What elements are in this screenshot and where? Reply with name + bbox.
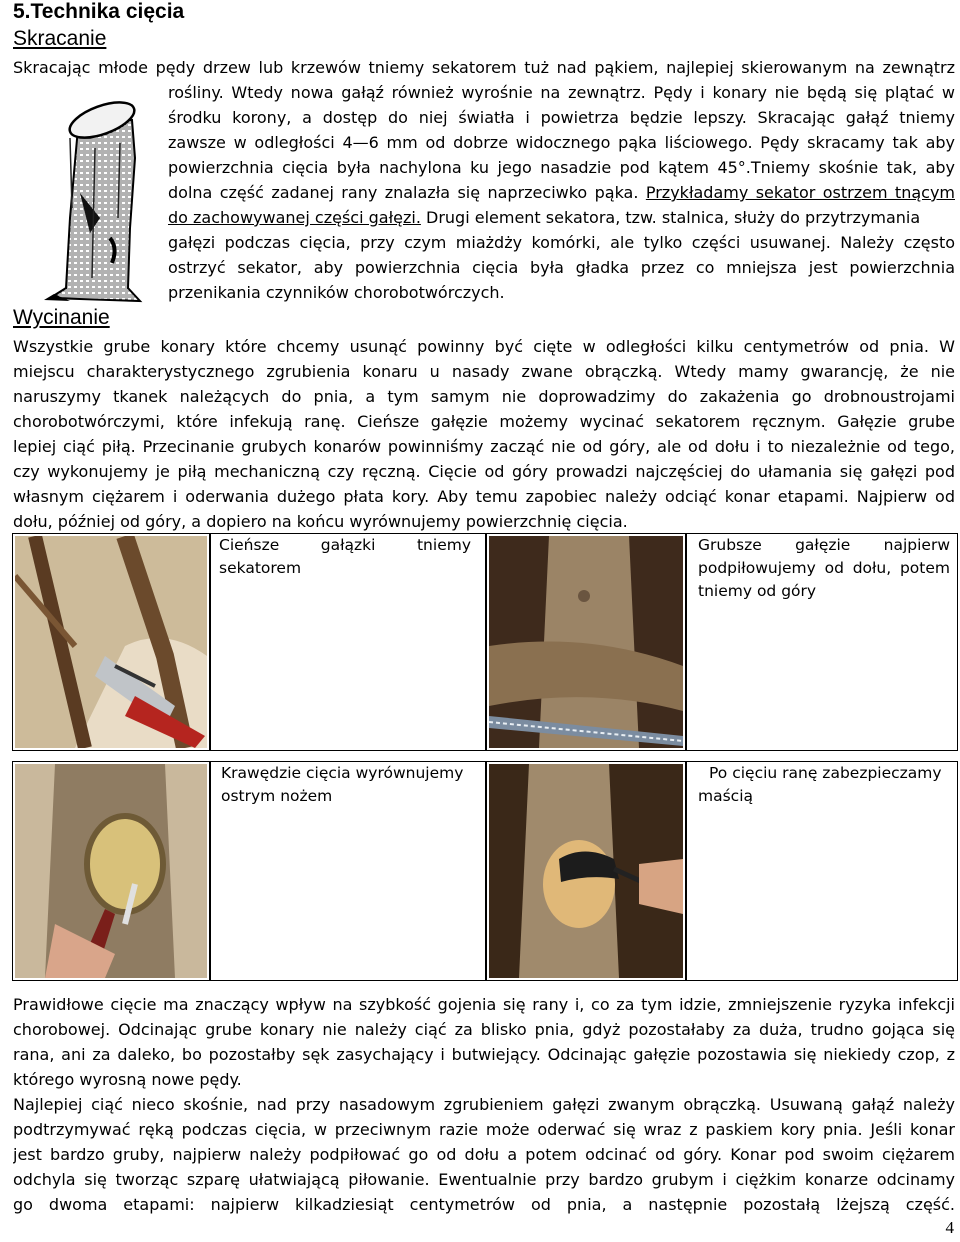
caption-2-line-2: podpiłowujemy od dołu, potem: [698, 559, 950, 577]
skracanie-line-1: Skracając młode pędy drzew lub krzewów tniemy sekatorem tuż nad pąkiem, najlepiej skierowanym na zewnątrz: [13, 58, 955, 77]
skracanie-line-9: ostrzyć sekator, aby powierzchnia cięcia była gładka przez co mniejsza jest powierzchnia: [168, 258, 955, 277]
caption-1-line-2: sekatorem: [219, 559, 302, 577]
pruning-shears-photo: [15, 536, 207, 748]
caption-3-line-1: Krawędzie cięcia wyrównujemy: [221, 764, 464, 782]
wound-ointment-photo: [489, 764, 683, 978]
page-number: 4: [945, 1218, 954, 1237]
caption-4-line-1: Po cięciu ranę zabezpieczamy: [709, 764, 942, 782]
caption-cell-2: [686, 533, 958, 751]
closing-line-9: go dwoma etapami: najpierw kilkadziesiąt centymetrów od pnia, a następnie pozostałą lżejszą część.: [13, 1195, 955, 1214]
skracanie-line-10: przenikania czynników chorobotwórczych.: [168, 283, 505, 302]
wycinanie-line-7: własnym ciężarem i oderwania dużego płata kory. Aby temu zapobiec należy odciąć konar etapami. Najpierw od: [13, 487, 955, 506]
photo-cell-4: [486, 761, 686, 981]
closing-line-4: którego wyrosną nowe pędy.: [13, 1070, 242, 1089]
wycinanie-line-4: chorobotwórczymi, które infekują ranę. Cieńsze gałęzie możemy wycinać sekatorem ręcznym. Gałęzie grube: [13, 412, 955, 431]
caption-cell-1: [210, 533, 486, 751]
photo-cell-2: [486, 533, 686, 751]
heading-skracanie: Skracanie: [13, 27, 107, 50]
wycinanie-line-2: miejscu charakterystycznego zgrubienia konaru u nasady zwane obrączką. Wtedy mamy gwarancję, że nie: [13, 362, 955, 381]
skracanie-line-2: rośliny. Wtedy nowa gałąź również wyrośnie na zewnątrz. Pędy i konary nie będą się plątać w: [168, 83, 955, 102]
caption-4-line-2: maścią: [698, 787, 753, 805]
closing-line-7: jest bardzo gruby, najpierw należy podpiłować go od dołu a potem odcinać od góry. Konar pod swoim ciężarem: [13, 1145, 955, 1164]
closing-line-6: podtrzymywać ręką podczas cięcia, w przeciwnym razie może oderwać się wraz z paskiem kory pnia. Jeśli konar: [13, 1120, 955, 1139]
skracanie-line-3: środku korony, a dostęp do niej światła i powietrza będzie lepszy. Skracając gałąź tniemy: [168, 108, 955, 127]
wycinanie-line-5: lepiej ciąć piłą. Przecinanie grubych konarów powinniśmy zacząć nie od góry, ale od dołu i to niezależnie od tego,: [13, 437, 955, 456]
section-title: 5.Technika cięcia: [13, 0, 185, 23]
closing-line-8: odchyla się tworząc szparę ułatwiającą piłowanie. Ewentualnie przy bardzo grubym i ciężkim konarze odcinamy: [13, 1170, 955, 1189]
saw-branch-photo: [489, 536, 683, 748]
skracanie-line-5: powierzchnia cięcia była nachylona ku jego nasadzie pod kątem 45°.Tniemy skośnie tak, aby: [168, 158, 955, 177]
heading-wycinanie: Wycinanie: [13, 306, 110, 329]
skracanie-underlined-2: do zachowywanej części gałęzi.: [168, 208, 421, 227]
skracanie-line-7-text: Drugi element sekatora, tzw. stalnica, służy do przytrzymania: [420, 208, 921, 227]
caption-cell-3: [210, 761, 486, 981]
knife-edge-photo: [15, 764, 207, 978]
branch-cut-illustration: [40, 98, 152, 303]
skracanie-underlined-1: Przykładamy sekator ostrzem tnącym: [645, 183, 955, 202]
caption-2-line-1: Grubsze gałęzie najpierw: [698, 536, 950, 554]
closing-line-3: rana, ani za daleko, bo pozostałby sęk zasychający i butwiejący. Odcinając gałęzie pozostawia się niekiedy czop, z: [13, 1045, 955, 1064]
photo-cell-1: [12, 533, 210, 751]
photo-cell-3: [12, 761, 210, 981]
closing-line-2: chorobowej. Odcinając grube konary nie należy ciąć za blisko pnia, gdyż pozostałaby za duża, trudno gojąca się: [13, 1020, 955, 1039]
caption-2-line-3: tniemy od góry: [698, 582, 817, 600]
caption-1-line-1: Cieńsze gałązki tniemy: [219, 536, 471, 554]
skracanie-line-7: [168, 205, 955, 230]
closing-line-5: Najlepiej ciąć nieco skośnie, nad przy nasadowym zgrubieniem gałęzi zwanym obrączką. Usuwaną gałąź należy: [13, 1095, 955, 1114]
skracanie-line-8: gałęzi podczas cięcia, przy czym miażdży komórki, ale tylko części usuwanej. Należy często: [168, 233, 955, 252]
caption-3-line-2: ostrym nożem: [221, 787, 333, 805]
skracanie-line-6-text: dolna część zadanej rany znalazła się naprzeciwko pąka.: [168, 183, 639, 202]
wycinanie-line-6: czy wykonujemy je piłą mechaniczną czy ręczną. Cięcie od góry prowadzi najczęściej do ułamania się gałęzi pod: [13, 462, 955, 481]
closing-line-1: Prawidłowe cięcie ma znaczący wpływ na szybkość gojenia się rany i, co za tym idzie, zmniejszenie ryzyka infekcji: [13, 995, 955, 1014]
wycinanie-line-8: dołu, później od góry, a dopiero na końcu wyrównujemy powierzchnię cięcia.: [13, 512, 628, 531]
caption-cell-4: [686, 761, 958, 981]
skracanie-line-6: [168, 180, 955, 205]
wycinanie-line-1: Wszystkie grube konary które chcemy usunąć powinny być cięte w odległości kilku centymetrów od pnia. W: [13, 337, 955, 356]
skracanie-line-4: zawsze w odległości 4—6 mm od dobrze widocznego pąka liściowego. Pędy skracamy tak aby: [168, 133, 955, 152]
wycinanie-line-3: naruszymy tkanek należących do pnia, a tym samym nie doprowadzimy do zakażenia go drobnoustrojami: [13, 387, 955, 406]
